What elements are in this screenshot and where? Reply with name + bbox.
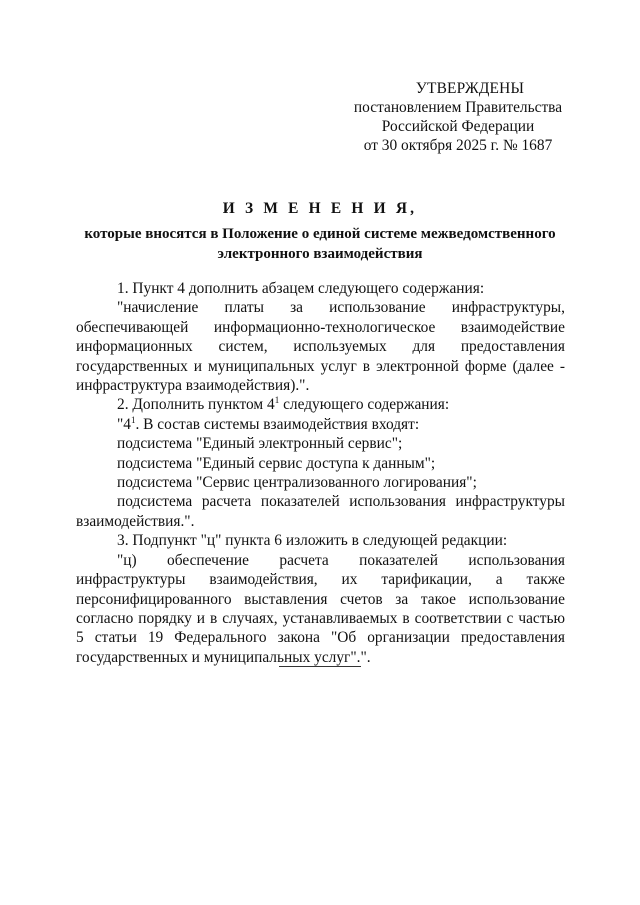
paragraph-item-2-start: 2. Дополнить пунктом 4 xyxy=(117,396,275,414)
paragraph-item-2-text-start: "4 xyxy=(117,415,131,433)
subsystem-list-item: подсистема "Сервис централизованного логирования"; xyxy=(117,474,477,492)
paragraph-item-3: 3. Подпункт "ц" пункта 6 изложить в следующей редакции: xyxy=(117,532,508,550)
approval-line-2: Российской Федерации xyxy=(381,118,535,135)
closing-divider xyxy=(279,666,361,667)
paragraph-item-2-end: следующего содержания: xyxy=(279,396,450,414)
approval-date-number: от 30 октября 2025 г. № 1687 xyxy=(363,137,553,154)
paragraph-item-2 xyxy=(76,395,565,414)
superscript-index: 1 xyxy=(130,414,136,425)
approval-title: УТВЕРЖДЕНЫ xyxy=(415,80,525,97)
subtitle-line-1: которые вносятся в Положение о единой системе межведомственного xyxy=(84,226,556,242)
approval-stamp xyxy=(340,79,576,155)
subtitle-line-2: электронного взаимодействия xyxy=(217,246,423,262)
paragraph-item-2-text-end: . В состав системы взаимодействия входят: xyxy=(135,415,420,433)
paragraph-item-1-text: "начисление платы за использование инфраструктуры, обеспечивающей информационно-технологическое взаимодействие информационных систем, используемых для предоставления государственных и муниципальных услуг в электронной форме (далее - инфраструктура взаимодействия).". xyxy=(76,299,565,395)
document-body xyxy=(76,279,565,667)
subsystem-list-item: подсистема "Единый электронный сервис"; xyxy=(117,435,403,453)
subsystem-list-item: подсистема расчета показателей использования инфраструктуры взаимодействия.". xyxy=(76,493,565,530)
subsystem-list-item: подсистема "Единый сервис доступа к данным"; xyxy=(117,454,436,472)
paragraph-item-1: 1. Пункт 4 дополнить абзацем следующего содержания: xyxy=(117,280,485,297)
document-subtitle xyxy=(70,224,570,264)
superscript-index: 1 xyxy=(274,395,280,406)
paragraph-item-3-text: "ц) обеспечение расчета показателей использования инфраструктуры взаимодействия, их тарификации, а также персонифицированного выставления счетов за такое использование согласно порядку и в случаях, устанавливаемых в соответствии с частью 5 статьи 19 Федерального закона "Об организации предоставления государственных и муниципальных услуг".". xyxy=(76,551,565,666)
document-title: И З М Е Н Е Н И Я, xyxy=(222,200,418,217)
paragraph-item-2-text xyxy=(76,415,565,434)
approval-line-1: постановлением Правительства xyxy=(353,99,563,116)
